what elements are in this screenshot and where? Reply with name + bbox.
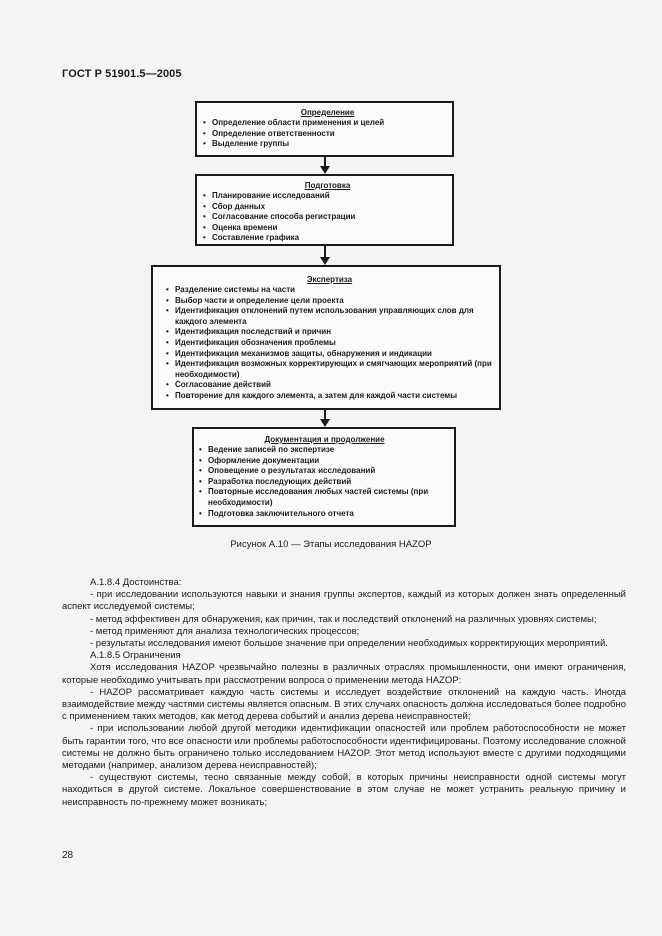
- paragraph: - метод эффективен для обнаружения, как причин, так и последствий отклонений на различных уровнях системы;: [90, 613, 597, 625]
- document-header: ГОСТ Р 51901.5—2005: [62, 68, 182, 80]
- body-text: [62, 577, 626, 809]
- stage-item: • Разработка последующих действий: [199, 477, 450, 488]
- paragraph: - метод применяют для анализа технологических процессов;: [90, 625, 360, 637]
- stage-title: Документация и продолжение: [264, 435, 385, 444]
- page-number: 28: [62, 850, 74, 861]
- stage-item: • Выбор части и определение цели проекта: [166, 296, 493, 307]
- stage-item: • Идентификация механизмов защиты, обнаружения и индикации: [166, 349, 493, 360]
- stage-item: • Повторение для каждого элемента, а затем для каждой части системы: [166, 391, 493, 402]
- figure-caption: Рисунок А.10 — Этапы исследования HAZOP: [230, 539, 432, 550]
- stage-box-examination: [151, 265, 501, 410]
- stage-item: • Составление графика: [203, 233, 452, 244]
- section-heading: А.1.8.5 Ограничения: [90, 650, 181, 662]
- stage-title: Определение: [300, 108, 355, 117]
- stage-item: • Разделение системы на части: [166, 285, 493, 296]
- stage-item: • Оповещение о результатах исследований: [199, 466, 450, 477]
- stage-box-documentation: [192, 427, 456, 527]
- stage-item: • Повторные исследования любых частей системы (при необходимости): [199, 487, 450, 508]
- paragraph: Хотя исследования HAZOP чрезвычайно полезны в различных отраслях промышленности, они имеют ограничения, которые необходимо учитывать при рассмотрении вопроса о применении метода HAZOP:: [62, 662, 626, 686]
- stage-item: • Сбор данных: [203, 202, 452, 213]
- flow-arrow: [322, 157, 328, 174]
- stage-title: Подготовка: [304, 181, 351, 190]
- stage-item: • Идентификация возможных корректирующих и смягчающих мероприятий (при необходимости): [166, 359, 493, 380]
- stage-item: • Оформление документации: [199, 456, 450, 467]
- stage-item: • Оценка времени: [203, 223, 452, 234]
- stage-item: • Определение ответственности: [203, 129, 452, 140]
- stage-item: • Подготовка заключительного отчета: [199, 509, 450, 520]
- paragraph: - при исследовании используются навыки и знания группы экспертов, каждый из которых должен знать определенный аспект исследуемой системы;: [62, 589, 626, 613]
- flow-arrow: [322, 410, 328, 427]
- stage-item: • Согласование способа регистрации: [203, 212, 452, 223]
- flow-arrow: [322, 246, 328, 265]
- section-heading: А.1.8.4 Достоинства:: [90, 577, 182, 588]
- stage-item: • Выделение группы: [203, 139, 452, 150]
- paragraph: - HAZOP рассматривает каждую часть системы и исследует воздействие отклонений на каждую часть. Иногда взаимодействие между частями системы является опасным. В этих случаях опасность должна исследоваться более подробно с применением таких методов, как метод дерева событий и анализ дерева неисправностей;: [62, 686, 626, 723]
- stage-item: • Ведение записей по экспертизе: [199, 445, 450, 456]
- paragraph: - существуют системы, тесно связанные между собой, в которых причины неисправности одной системы могут находиться в другой системе. Локальное совершенствование в этом случае не может устранить реальную причину и неисправность по-прежнему может возникать;: [62, 772, 626, 808]
- stage-item: • Согласование действий: [166, 380, 493, 391]
- paragraph: - при использовании любой другой методики идентификации опасностей или проблем работоспособности не может быть гарантии того, что все опасности или проблемы работоспособности идентифицированы. Поэтому исследование сложной системы не должно быть ограничено только исследованием HAZOP. Этот метод используют вместе с другими подходящими методами (например, анализом дерева неисправностей);: [62, 723, 626, 772]
- stage-item: • Планирование исследований: [203, 191, 452, 202]
- stage-box-definition: [195, 101, 454, 157]
- stage-item: • Идентификация отклонений путем использования управляющих слов для каждого элемента: [166, 306, 493, 327]
- stage-item: • Идентификация последствий и причин: [166, 327, 493, 338]
- stage-box-preparation: [195, 174, 454, 246]
- stage-item: • Идентификация обозначения проблемы: [166, 338, 493, 349]
- paragraph: - результаты исследования имеют большое значение при определении необходимых корректирующих мероприятий.: [90, 638, 608, 650]
- stage-item: • Определение области применения и целей: [203, 118, 452, 129]
- stage-title: Экспертиза: [306, 275, 353, 284]
